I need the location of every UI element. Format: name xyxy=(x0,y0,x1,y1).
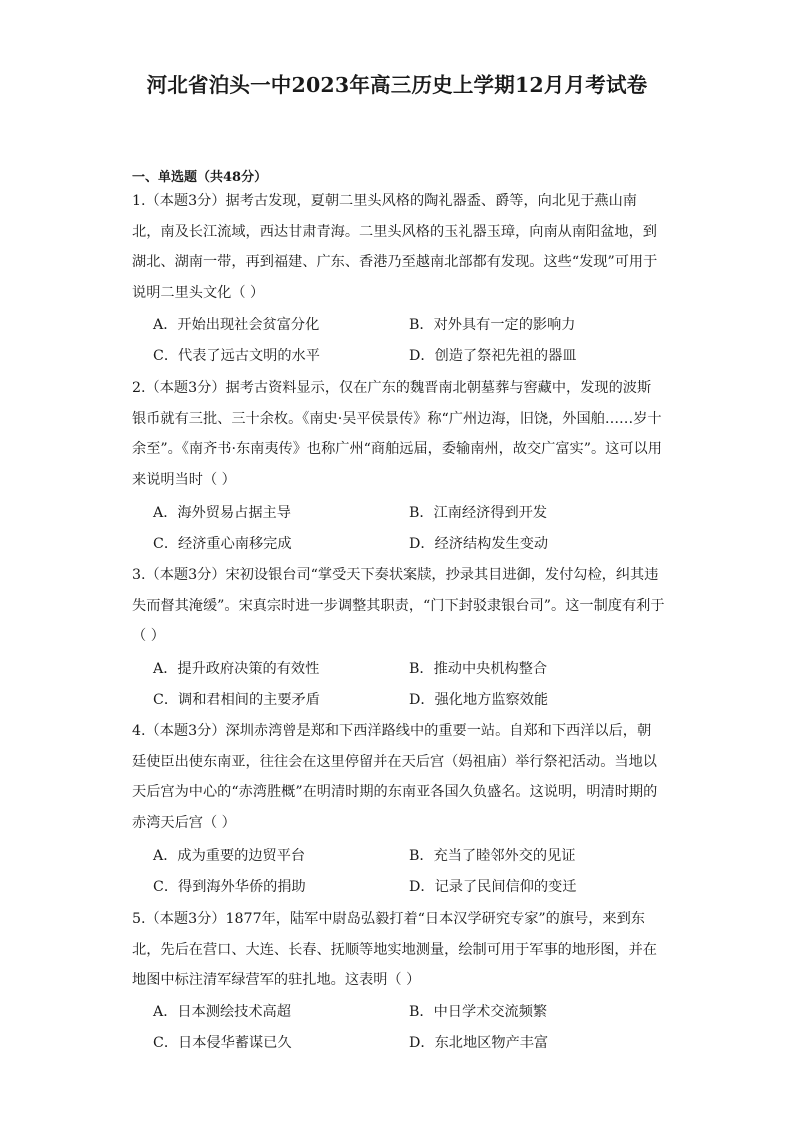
option-b: B．中日学术交流频繁 xyxy=(409,1004,548,1020)
question-1 xyxy=(132,186,662,308)
option-a: A．开始出现社会贫富分化 xyxy=(153,317,320,333)
question-text-line: 2.（本题3分）据考古资料显示，仅在广东的魏晋南北朝墓葬与窖藏中，发现的波斯 xyxy=(132,380,652,396)
question-text-line: 来说明当时（ ） xyxy=(132,471,236,488)
option-c: C．日本侵华蓄谋已久 xyxy=(153,1035,292,1051)
option-b: B．江南经济得到开发 xyxy=(409,505,548,521)
question-4 xyxy=(132,716,662,838)
option-b: B．充当了睦邻外交的见证 xyxy=(409,848,576,864)
option-d: D．记录了民间信仰的变迁 xyxy=(409,879,577,895)
question-text-line: 1.（本题3分）据考古发现，夏朝二里头风格的陶礼器盉、爵等，向北见于燕山南 xyxy=(132,193,637,209)
question-text-line: 北，先后在营口、大连、长春、抚顺等地实地测量，绘制可用于军事的地形图，并在 xyxy=(132,941,657,958)
question-text-line: 4.（本题3分）深圳赤湾曾是郑和下西洋路线中的重要一站。自郑和下西洋以后，朝 xyxy=(132,723,652,739)
question-text-line: 3.（本题3分）宋初设银台司“掌受天下奏状案牍，抄录其目进御，发付勾检，纠其违 xyxy=(132,567,659,583)
question-text-line: 廷使臣出使东南亚，往往会在这里停留并在天后宫（妈祖庙）举行祭祀活动。当地以 xyxy=(132,753,657,770)
question-text-line: 失而督其淹缓”。宋真宗时进一步调整其职责，“门下封驳隶银台司”。这一制度有利于 xyxy=(132,597,665,614)
question-text-line: 湖北、湖南一带，再到福建、广东、香港乃至越南北部都有发现。这些“发现”可用于 xyxy=(132,254,658,271)
question-text-line: 赤湾天后宫（ ） xyxy=(132,814,236,831)
option-b: B．对外具有一定的影响力 xyxy=(409,317,576,333)
question-2 xyxy=(132,373,662,495)
question-text-line: 天后宫为中心的“赤湾胜概”在明清时期的东南亚各国久负盛名。这说明，明清时期的 xyxy=(132,784,658,801)
option-c: C．经济重心南移完成 xyxy=(153,536,292,552)
question-text-line: 地图中标注清军绿营军的驻扎地。这表明（ ） xyxy=(132,972,421,989)
question-text-line: 银币就有三批、三十余枚。《南史·吴平侯景传》称“广州边海，旧饶，外国舶……岁十 xyxy=(132,410,662,427)
question-5 xyxy=(132,904,662,996)
option-c: C．得到海外华侨的捐助 xyxy=(153,879,306,895)
option-d: D．创造了祭祀先祖的器皿 xyxy=(409,348,577,364)
question-text-line: 北，南及长江流域，西达甘肃青海。二里头风格的玉礼器玉璋，向南从南阳盆地，到 xyxy=(132,223,657,240)
option-c: C．代表了远古文明的水平 xyxy=(153,348,320,364)
option-b: B．推动中央机构整合 xyxy=(409,661,548,677)
section-heading: 一、单选题（共48分） xyxy=(132,170,268,185)
option-a: A．海外贸易占据主导 xyxy=(153,505,291,521)
option-c: C．调和君相间的主要矛盾 xyxy=(153,692,320,708)
question-text-line: 说明二里头文化（ ） xyxy=(132,284,265,301)
option-d: D．经济结构发生变动 xyxy=(409,536,549,552)
option-a: A．日本测绘技术高超 xyxy=(153,1004,291,1020)
question-text-line: 余至”。《南齐书·东南夷传》也称广州“商舶远届，委输南州，故交广富实”。这可以用 xyxy=(132,441,662,458)
option-a: A．成为重要的边贸平台 xyxy=(153,848,306,864)
option-d: D．强化地方监察效能 xyxy=(409,692,549,708)
question-3 xyxy=(132,560,665,652)
question-text-line: 5.（本题3分）1877年，陆军中尉岛弘毅打着“日本汉学研究专家”的旗号，来到东 xyxy=(132,911,645,927)
exam-title: 河北省泊头一中2023年高三历史上学期12月月考试卷 xyxy=(146,73,648,97)
option-a: A．提升政府决策的有效性 xyxy=(153,661,320,677)
option-d: D．东北地区物产丰富 xyxy=(409,1035,549,1051)
question-text-line: （ ） xyxy=(132,628,165,645)
